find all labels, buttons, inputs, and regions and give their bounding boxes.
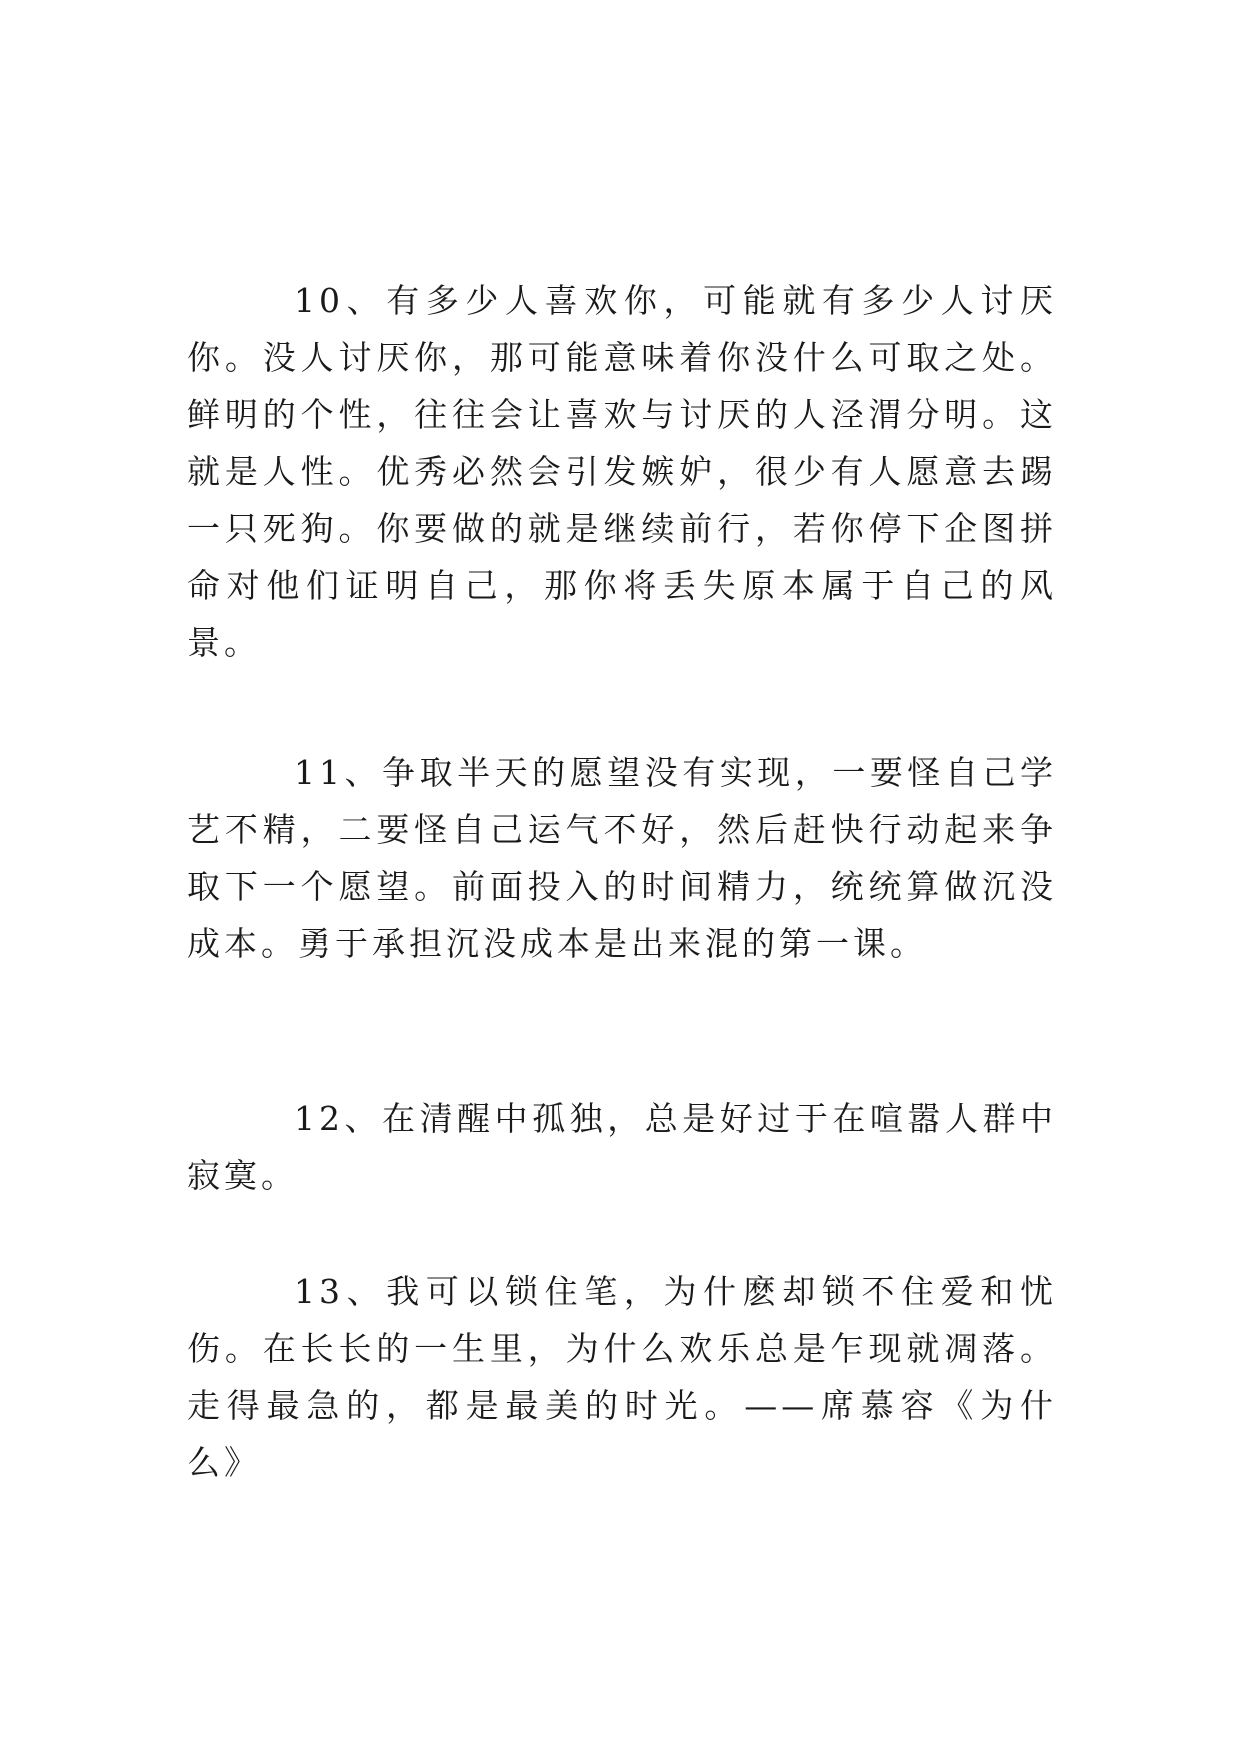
paragraph-13: 13、我可以锁住笔，为什麽却锁不住爱和忧伤。在长长的一生里，为什么欢乐总是乍现就凋落。走得最急的，都是最美的时光。——席慕容《为什么》 bbox=[187, 1272, 1057, 1482]
paragraph-12: 12、在清醒中孤独，总是好过于在喧嚣人群中寂寞。 bbox=[187, 1099, 1057, 1195]
paragraph-11: 11、争取半天的愿望没有实现，一要怪自己学艺不精，二要怪自己运气不好，然后赶快行动起来争取下一个愿望。前面投入的时间精力，统统算做沉没成本。勇于承担沉没成本是出来混的第一课。 bbox=[187, 753, 1057, 963]
paragraph-10: 10、有多少人喜欢你，可能就有多少人讨厌你。没人讨厌你，那可能意味着你没什么可取之处。鲜明的个性，往往会让喜欢与讨厌的人泾渭分明。这就是人性。优秀必然会引发嫉妒，很少有人愿意去踢一只死狗。你要做的就是继续前行，若你停下企图拼命对他们证明自己，那你将丢失原本属于自己的风景。 bbox=[187, 281, 1057, 662]
